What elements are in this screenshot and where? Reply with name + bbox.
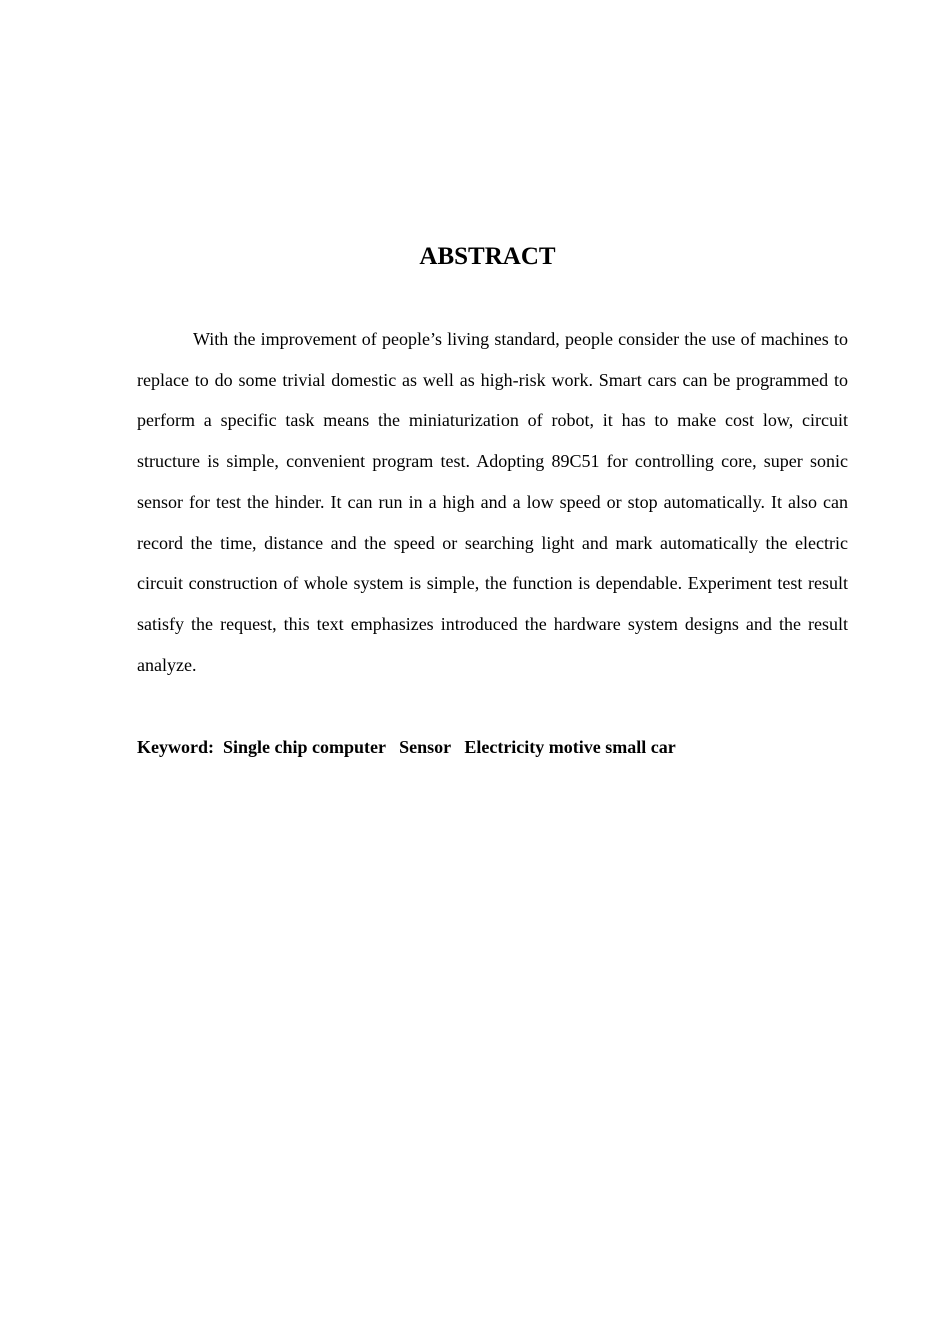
- abstract-title: ABSTRACT: [419, 243, 556, 270]
- keywords-line: [137, 727, 848, 767]
- abstract-body: With the improvement of people’s living standard, people consider the use of machines to replace to do some trivial domestic as well as high-risk work. Smart cars can be programmed to perform a specific task means the miniaturization of robot, it has to make cost low, circuit structure is simple, convenient program test. Adopting 89C51 for controlling core, super sonic sensor for test the hinder. It can run in a high and a low speed or stop automatically. It also can record the time, distance and the speed or searching light and mark automatically the electric circuit construction of whole system is simple, the function is dependable. Experiment test result satisfy the request, this text emphasizes introduced the hardware system designs and the result analyze.: [137, 329, 848, 675]
- keywords-label: Keyword:: [137, 737, 214, 757]
- keywords-list: Single chip computer Sensor Electricity motive small car: [222, 737, 676, 757]
